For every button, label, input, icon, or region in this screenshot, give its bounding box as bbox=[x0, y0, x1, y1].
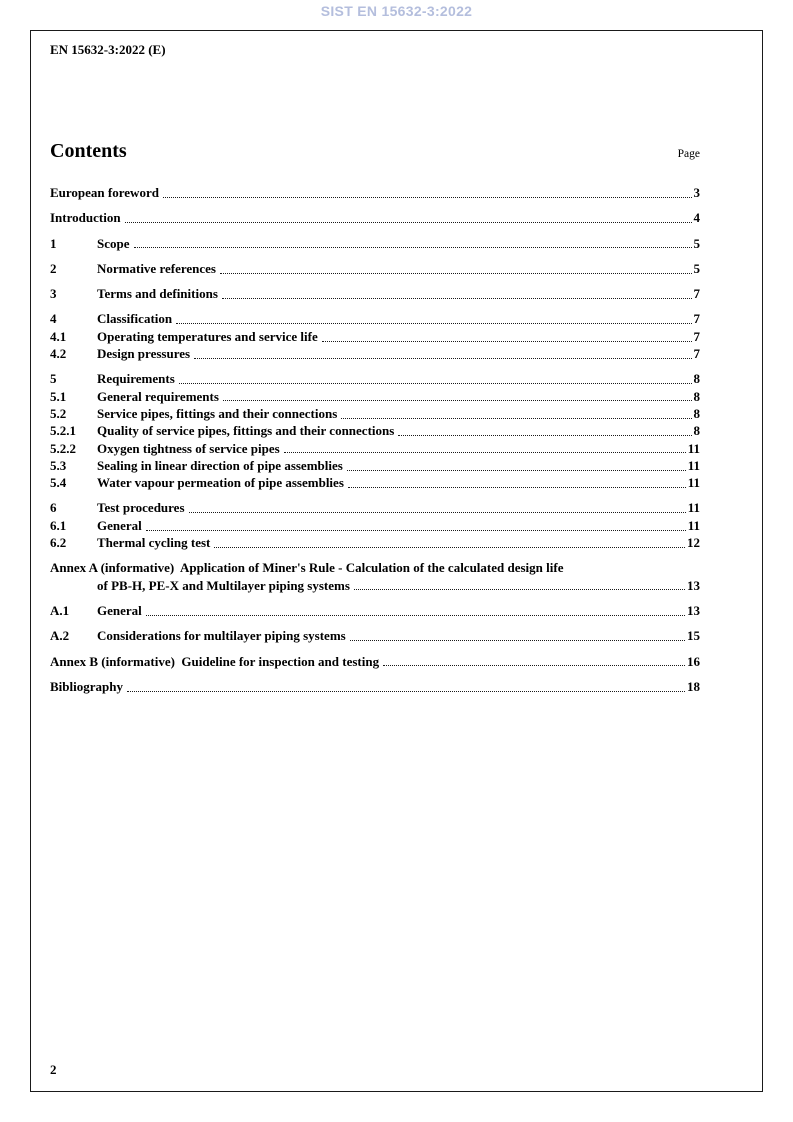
toc-entry-label: European foreword bbox=[50, 185, 159, 200]
toc-dotted-leader bbox=[284, 452, 686, 453]
toc-entry-page: 18 bbox=[687, 678, 700, 694]
toc-entry-number: 6.2 bbox=[50, 535, 67, 551]
document-reference: EN 15632-3:2022 (E) bbox=[50, 42, 166, 57]
toc-entry bbox=[50, 405, 700, 422]
toc-entry-label: Sealing in linear direction of pipe assemblies bbox=[97, 457, 343, 473]
toc-dotted-leader bbox=[383, 665, 685, 666]
toc-entry-page: 11 bbox=[687, 517, 700, 533]
contents-header bbox=[50, 140, 700, 163]
toc-entry-number: 4 bbox=[50, 311, 57, 327]
toc-entry-number: 5 bbox=[50, 371, 57, 387]
toc-dotted-leader bbox=[176, 323, 691, 324]
toc-entry bbox=[50, 653, 700, 670]
toc-entry-number: 6 bbox=[50, 500, 57, 516]
toc-entry bbox=[50, 457, 700, 474]
toc-dotted-leader bbox=[127, 691, 685, 692]
toc-entry-page: 8 bbox=[693, 371, 700, 387]
toc-entry-number: 5.2.1 bbox=[50, 423, 76, 439]
toc-entry-page: 11 bbox=[687, 440, 700, 456]
contents-title: Contents bbox=[50, 140, 127, 162]
toc-entry bbox=[50, 627, 700, 644]
toc-entry-number: 5.3 bbox=[50, 457, 67, 473]
toc-entry-label: Bibliography bbox=[50, 678, 123, 694]
toc-entry bbox=[50, 678, 700, 695]
toc-entry-number: 3 bbox=[50, 286, 57, 302]
toc-entry bbox=[50, 559, 700, 576]
toc-entry-label: Service pipes, fittings and their connections bbox=[97, 405, 338, 421]
toc-entry-number: 1 bbox=[50, 235, 57, 251]
toc-dotted-leader bbox=[347, 470, 686, 471]
toc-entry bbox=[50, 422, 700, 439]
toc-entry-label: General bbox=[97, 517, 142, 533]
toc-entry-page: 7 bbox=[693, 328, 700, 344]
toc-entry-page: 15 bbox=[687, 628, 700, 644]
toc-dotted-leader bbox=[222, 298, 692, 299]
toc-entry bbox=[50, 534, 700, 551]
toc-entry-continuation bbox=[50, 577, 700, 594]
toc-dotted-leader bbox=[354, 589, 685, 590]
toc-dotted-leader bbox=[341, 418, 691, 419]
toc-entry-label: Water vapour permeation of pipe assemblies bbox=[97, 475, 344, 491]
toc-entry-number: 6.1 bbox=[50, 517, 67, 533]
toc-entry-page: 8 bbox=[693, 423, 700, 439]
toc-entry-number: 5.2.2 bbox=[50, 440, 76, 456]
toc-entry bbox=[50, 235, 700, 252]
toc-entry bbox=[50, 602, 700, 619]
toc-entry bbox=[50, 328, 700, 345]
toc-entry-label: General bbox=[97, 602, 142, 618]
toc-entry-label: Normative references bbox=[97, 260, 216, 276]
toc-dotted-leader bbox=[348, 487, 686, 488]
toc-entry-label: Design pressures bbox=[97, 346, 191, 362]
toc-entry-label: Introduction bbox=[50, 210, 121, 226]
toc-entry bbox=[50, 184, 700, 201]
toc-entry-number: 4.1 bbox=[50, 328, 67, 344]
toc-entry-label: Thermal cycling test bbox=[97, 535, 211, 551]
toc-dotted-leader bbox=[398, 435, 691, 436]
toc-entry-label: Scope bbox=[97, 235, 130, 251]
toc-dotted-leader bbox=[189, 512, 686, 513]
toc-entry bbox=[50, 440, 700, 457]
toc-list bbox=[50, 184, 700, 695]
page-column-label: Page bbox=[677, 148, 700, 160]
toc-entry-label: Annex A (informative) Application of Miner's Rule - Calculation of the calculated design life bbox=[50, 560, 564, 576]
toc-entry-page: 11 bbox=[687, 457, 700, 473]
toc-dotted-leader bbox=[214, 547, 685, 548]
toc-entry-page: 13 bbox=[687, 577, 700, 593]
page-number: 2 bbox=[50, 1062, 57, 1077]
toc-entry-page: 4 bbox=[693, 210, 700, 226]
toc-entry-page: 12 bbox=[687, 535, 700, 551]
toc-entry bbox=[50, 499, 700, 516]
toc-dotted-leader bbox=[223, 400, 692, 401]
toc-dotted-leader bbox=[194, 358, 691, 359]
table-of-contents bbox=[50, 140, 700, 695]
toc-dotted-leader bbox=[163, 197, 692, 198]
toc-entry-page: 11 bbox=[687, 475, 700, 491]
toc-entry-page: 5 bbox=[693, 260, 700, 276]
toc-entry-label: Terms and definitions bbox=[97, 286, 218, 302]
toc-entry-number: A.1 bbox=[50, 602, 70, 618]
toc-entry bbox=[50, 474, 700, 491]
toc-entry-label: Test procedures bbox=[97, 500, 185, 516]
toc-entry bbox=[50, 517, 700, 534]
toc-entry-label: of PB-H, PE-X and Multilayer piping systems bbox=[97, 577, 350, 593]
toc-entry bbox=[50, 370, 700, 387]
toc-dotted-leader bbox=[220, 273, 692, 274]
toc-entry bbox=[50, 209, 700, 226]
toc-dotted-leader bbox=[146, 530, 686, 531]
toc-entry-page: 5 bbox=[693, 235, 700, 251]
toc-dotted-leader bbox=[322, 341, 692, 342]
toc-entry-page: 7 bbox=[693, 346, 700, 362]
toc-entry-number: A.2 bbox=[50, 628, 70, 644]
toc-entry-number: 5.2 bbox=[50, 405, 67, 421]
toc-entry-page: 16 bbox=[687, 653, 700, 669]
toc-dotted-leader bbox=[350, 640, 685, 641]
toc-entry-label: Classification bbox=[97, 311, 173, 327]
toc-entry-number: 5.4 bbox=[50, 475, 67, 491]
watermark: SIST EN 15632-3:2022 bbox=[320, 3, 473, 19]
toc-entry-label: Quality of service pipes, fittings and their connections bbox=[97, 423, 395, 439]
toc-entry-page: 8 bbox=[693, 388, 700, 404]
toc-dotted-leader bbox=[179, 383, 692, 384]
toc-entry-page: 8 bbox=[693, 405, 700, 421]
toc-entry-page: 13 bbox=[687, 602, 700, 618]
toc-entry-label: General requirements bbox=[97, 388, 219, 404]
toc-dotted-leader bbox=[134, 247, 692, 248]
toc-entry bbox=[50, 260, 700, 277]
toc-dotted-leader bbox=[125, 222, 692, 223]
toc-entry-number: 4.2 bbox=[50, 346, 67, 362]
toc-entry-page: 7 bbox=[693, 286, 700, 302]
toc-dotted-leader bbox=[146, 615, 685, 616]
toc-entry-number: 5.1 bbox=[50, 388, 67, 404]
toc-entry bbox=[50, 310, 700, 327]
toc-entry-page: 11 bbox=[687, 500, 700, 516]
toc-entry-label: Requirements bbox=[97, 371, 175, 387]
toc-entry-label: Operating temperatures and service life bbox=[97, 328, 318, 344]
toc-entry-page: 7 bbox=[693, 311, 700, 327]
toc-entry bbox=[50, 285, 700, 302]
toc-entry-label: Oxygen tightness of service pipes bbox=[97, 440, 280, 456]
toc-entry-page: 3 bbox=[693, 185, 700, 200]
toc-entry-number: 2 bbox=[50, 260, 57, 276]
toc-entry bbox=[50, 388, 700, 405]
toc-entry-label: Considerations for multilayer piping systems bbox=[97, 628, 346, 644]
toc-entry-label: Annex B (informative) Guideline for inspection and testing bbox=[50, 653, 380, 669]
toc-entry bbox=[50, 345, 700, 362]
